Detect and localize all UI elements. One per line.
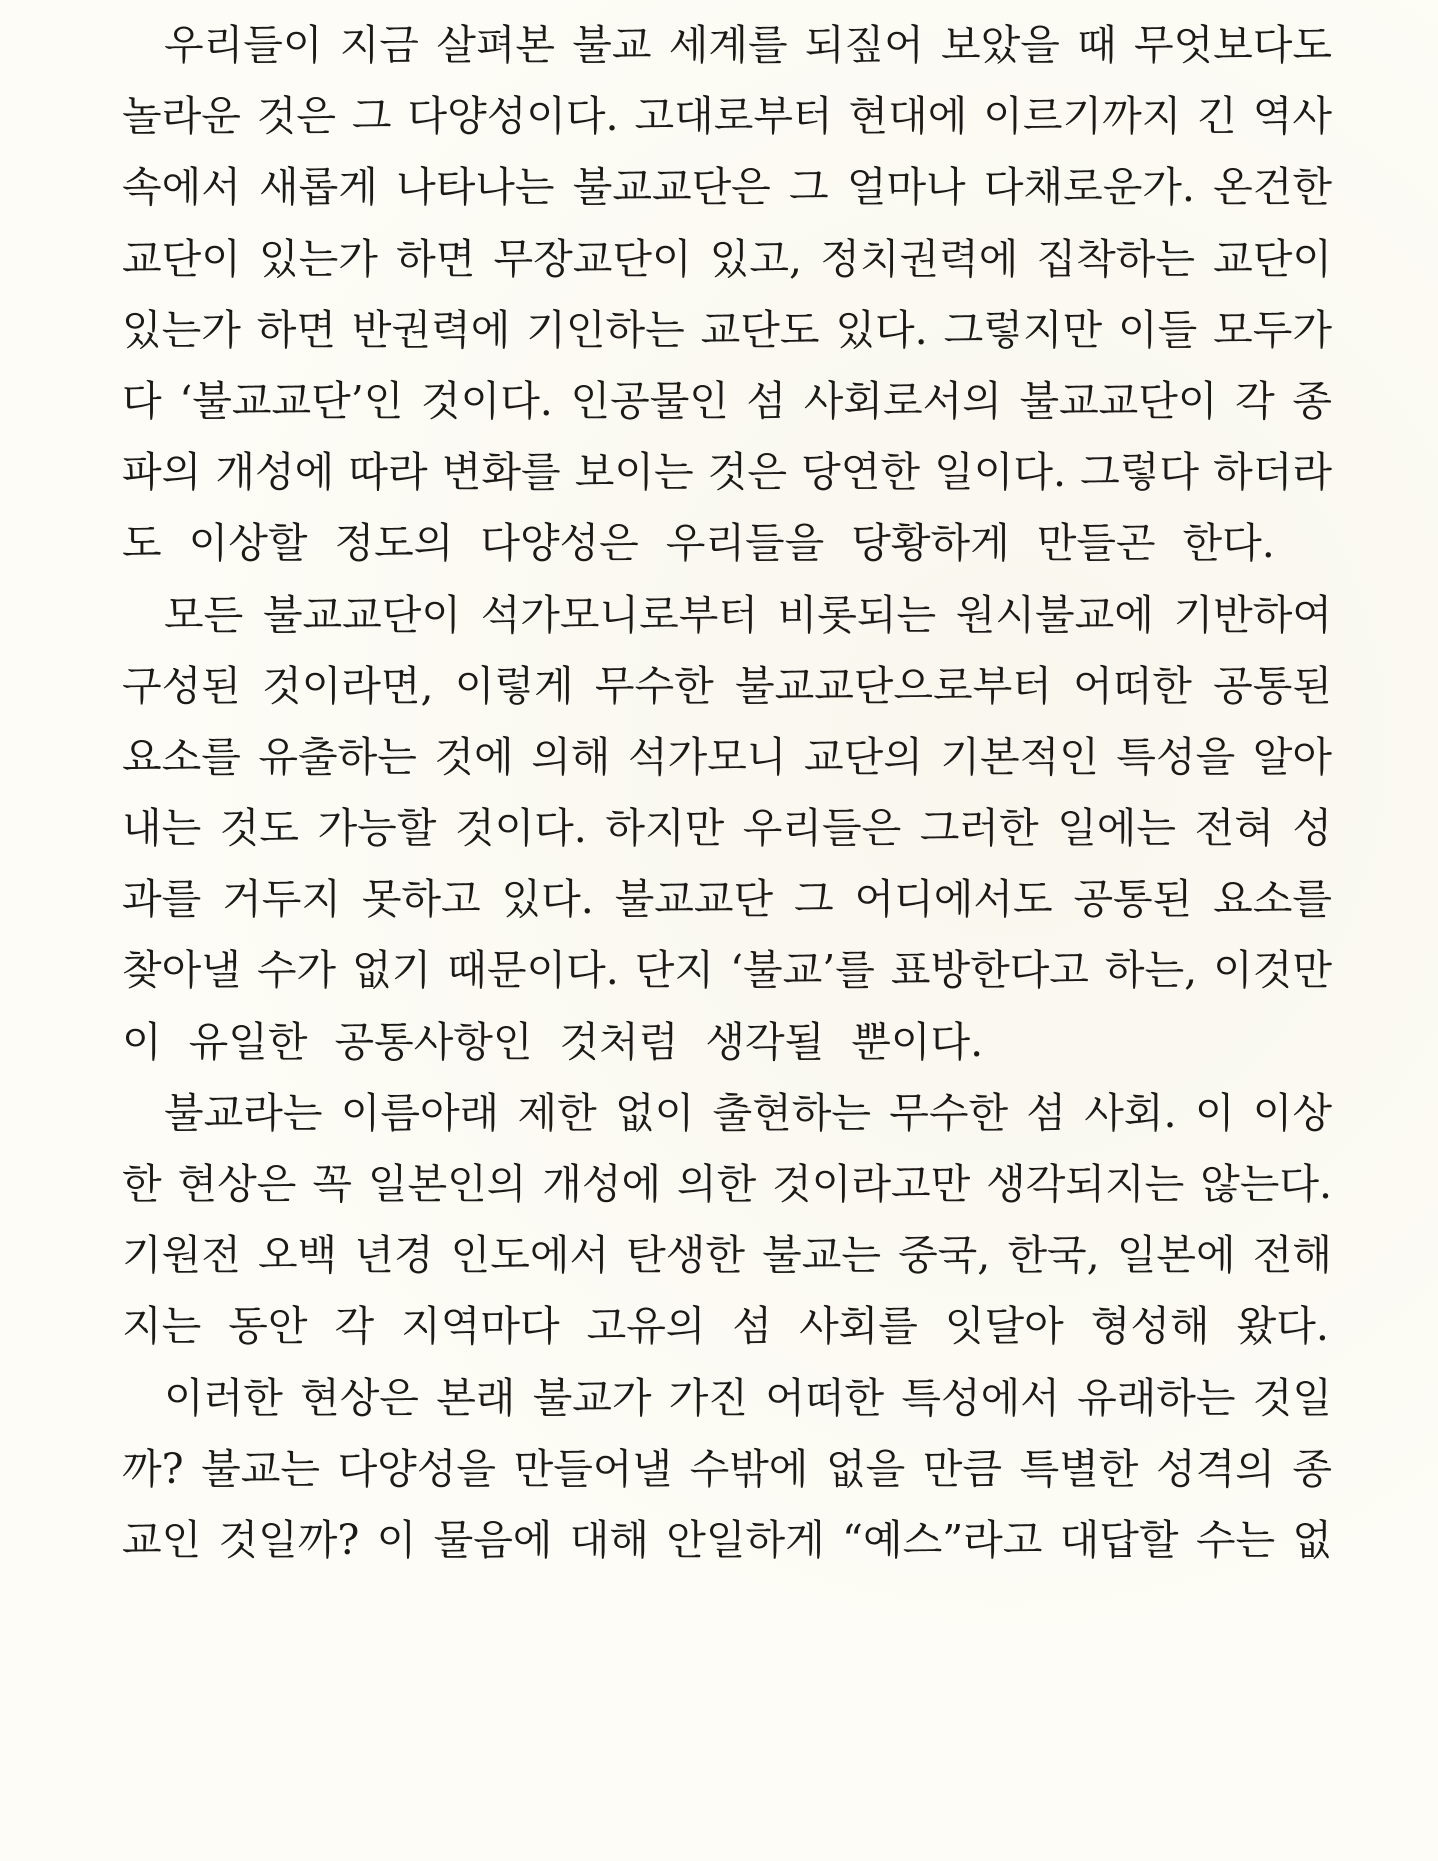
text-line: 한 현상은 꼭 일본인의 개성에 의한 것이라고만 생각되지는 않는다. [122,1160,1332,1208]
paragraph-1 [122,10,1332,580]
text-line: 이 유일한 공통사항인 것처럼 생각될 뿐이다. [122,1017,984,1066]
text-line: 도 이상할 정도의 다양성은 우리들을 당황하게 만들곤 한다. [122,519,1275,568]
text-line: 찾아낼 수가 없기 때문이다. 단지 ‘불교’를 표방한다고 하는, 이것만 [122,946,1332,995]
text-line: 요소를 유출하는 것에 의해 석가모니 교단의 기본적인 특성을 알아 [122,732,1332,781]
text-line: 과를 거두지 못하고 있다. 불교교단 그 어디에서도 공통된 요소를 [122,875,1332,924]
paragraph-4 [122,1363,1332,1577]
text-line: 속에서 새롭게 나타나는 불교교단은 그 얼마나 다채로운가. 온건한 [122,163,1332,212]
text-line: 구성된 것이라면, 이렇게 무수한 불교교단으로부터 어떠한 공통된 [122,661,1332,710]
text-line: 우리들이 지금 살펴본 불교 세계를 되짚어 보았을 때 무엇보다도 [164,21,1332,69]
paragraph-2 [122,580,1332,1078]
text-line: 이러한 현상은 본래 불교가 가진 어떠한 특성에서 유래하는 것일 [164,1373,1332,1422]
text-line: 교단이 있는가 하면 무장교단이 있고, 정치권력에 집착하는 교단이 [122,234,1332,283]
text-line: 있는가 하면 반권력에 기인하는 교단도 있다. 그렇지만 이들 모두가 [122,305,1332,354]
text-line: 지는 동안 각 지역마다 고유의 섬 사회를 잇달아 형성해 왔다. [122,1302,1329,1351]
text-line: 다 ‘불교교단’인 것이다. 인공물인 섬 사회로서의 불교교단이 각 종 [122,376,1332,425]
text-line: 내는 것도 가능할 것이다. 하지만 우리들은 그러한 일에는 전혀 성 [122,804,1332,853]
text-line: 놀라운 것은 그 다양성이다. 고대로부터 현대에 이르기까지 긴 역사 [122,92,1332,141]
text-line: 교인 것일까? 이 물음에 대해 안일하게 “예스”라고 대답할 수는 없 [122,1515,1332,1564]
text-line: 파의 개성에 따라 변화를 보이는 것은 당연한 일이다. 그렇다 하더라 [122,448,1332,497]
paragraph-3 [122,1078,1332,1363]
body-text [122,10,1332,1576]
text-line: 불교라는 이름아래 제한 없이 출현하는 무수한 섬 사회. 이 이상 [164,1088,1332,1137]
text-line: 까? 불교는 다양성을 만들어낼 수밖에 없을 만큼 특별한 성격의 종 [122,1444,1332,1493]
text-line: 기원전 오백 년경 인도에서 탄생한 불교는 중국, 한국, 일본에 전해 [122,1231,1332,1280]
text-line: 모든 불교교단이 석가모니로부터 비롯되는 원시불교에 기반하여 [164,590,1332,639]
